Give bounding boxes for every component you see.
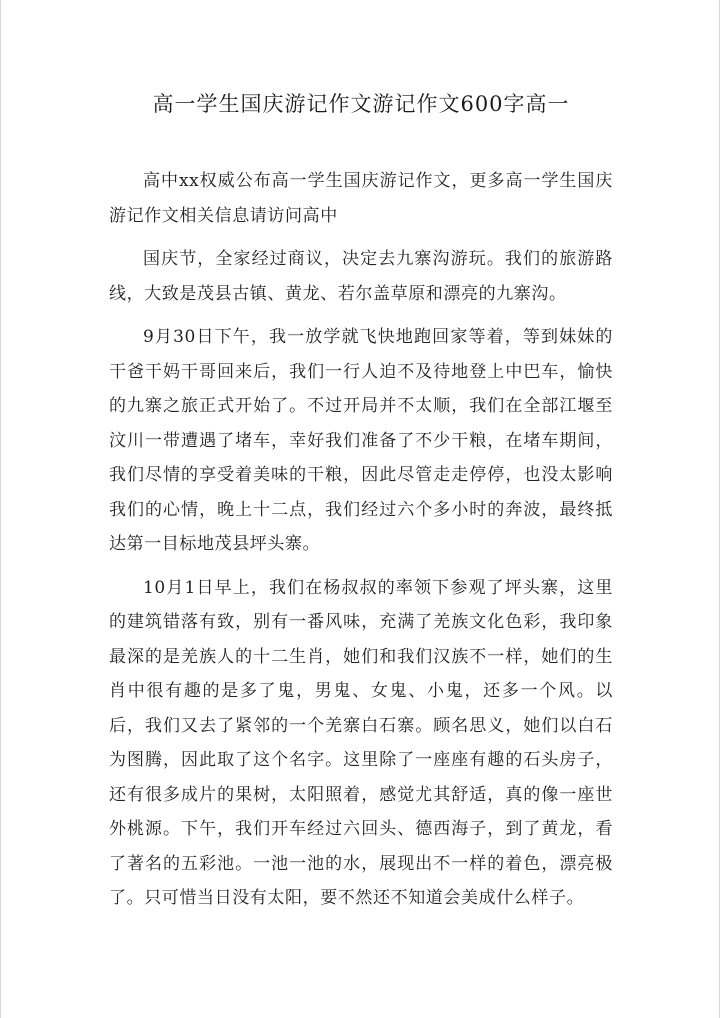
paragraph-oct-1: 10月1日早上，我们在杨叔叔的率领下参观了坪头寨，这里的建筑错落有致，别有一番风味，充满了羌族文化色彩，我印象最深的是羌族人的十二生肖，她们和我们汉族不一样，她们的生肖中很有趣的是多了鬼，男鬼、女鬼、小鬼，还多一个风。以后，我们又去了紧邻的一个羌寨白石寨。顾名思义，她们以白石为图腾，因此取了这个名字。这里除了一座座有趣的石头房子，还有很多成片的果树，太阳照着，感觉尤其舒适，真的像一座世外桃源。下午，我们开车经过六回头、德西海子，到了黄龙，看了著名的五彩池。一池一池的水，展现出不一样的着色，漂亮极了。只可惜当日没有太阳，要不然还不知道会美成什么样子。 xyxy=(109,577,613,908)
document-body xyxy=(109,164,613,925)
document-title: 高一学生国庆游记作文游记作文600字高一 xyxy=(152,92,570,116)
paragraph-sept-30: 9月30日下午，我一放学就飞快地跑回家等着，等到妹妹的干爸干妈干哥回来后，我们一行人迫不及待地登上中巴车，愉快的九寨之旅正式开始了。不过开局并不太顺，我们在全部江堰至汶川一带遭遇了堵车，幸好我们准备了不少干粮，在堵车期间，我们尽情的享受着美味的干粮，因此尽管走走停停，也没太影响我们的心情，晚上十二点，我们经过六个多小时的奔波，最终抵达第一目标地茂县坪头寨。 xyxy=(109,327,613,554)
paragraph-national-day: 国庆节，全家经过商议，决定去九寨沟游玩。我们的旅游路线，大致是茂县古镇、黄龙、若尔盖草原和漂亮的九寨沟。 xyxy=(109,249,613,304)
paragraph-intro: 高中xx权威公布高一学生国庆游记作文，更多高一学生国庆游记作文相关信息请访问高中 xyxy=(109,171,613,226)
